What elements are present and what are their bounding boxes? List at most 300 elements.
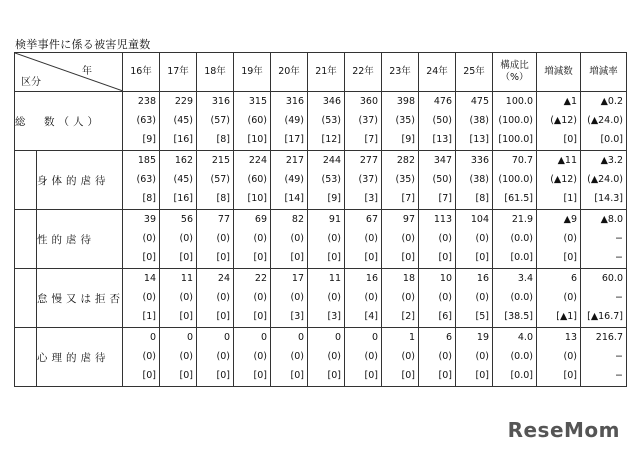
column-header: 22年	[345, 53, 382, 92]
category-label: 区分	[21, 77, 41, 88]
table-cell	[493, 269, 537, 328]
cell-paren-value: (▲24.0)	[587, 114, 623, 126]
cell-stack	[419, 92, 455, 150]
cell-bracket-value: [100.0]	[498, 134, 533, 146]
cell-stack	[493, 328, 536, 386]
column-header: 16年	[123, 53, 160, 92]
cell-stack	[382, 210, 418, 268]
cell-total: 11	[180, 272, 193, 284]
cell-stack	[456, 328, 492, 386]
cell-stack	[160, 328, 196, 386]
cell-total: 16	[476, 272, 489, 284]
cell-bracket-value: [0.0]	[510, 370, 533, 382]
cell-bracket-value: [0]	[253, 311, 267, 323]
cell-bracket-value: −	[615, 252, 623, 264]
cell-stack	[382, 92, 418, 150]
row-label: 心理的虐待	[37, 328, 123, 387]
table-cell	[234, 269, 271, 328]
cell-total: ▲9	[563, 213, 577, 225]
column-header: 17年	[160, 53, 197, 92]
cell-paren-value: (0)	[438, 232, 452, 244]
column-header: 19年	[234, 53, 271, 92]
cell-total: 360	[359, 95, 378, 107]
header-row	[15, 53, 627, 92]
table-cell	[419, 328, 456, 387]
table-body	[15, 92, 627, 387]
cell-total: 24	[217, 272, 230, 284]
cell-bracket-value: [0]	[563, 134, 577, 146]
table-cell	[345, 92, 382, 151]
table-cell	[123, 92, 160, 151]
cell-paren-value: (37)	[358, 173, 378, 185]
cell-total: 56	[180, 213, 193, 225]
table-cell	[581, 269, 627, 328]
cell-total: 216.7	[595, 331, 623, 343]
cell-paren-value: (100.0)	[498, 173, 533, 185]
cell-paren-value: (▲24.0)	[587, 173, 623, 185]
table-cell	[234, 328, 271, 387]
cell-bracket-value: [14]	[284, 193, 304, 205]
cell-stack	[456, 151, 492, 209]
table-row	[15, 328, 627, 387]
table-cell	[234, 92, 271, 151]
cell-total: 10	[439, 272, 452, 284]
cell-bracket-value: [0]	[253, 252, 267, 264]
cell-bracket-value: [38.5]	[504, 311, 533, 323]
cell-paren-value: (53)	[321, 173, 341, 185]
cell-paren-value: (50)	[432, 114, 452, 126]
table-cell	[382, 210, 419, 269]
cell-total: 282	[396, 154, 415, 166]
cell-bracket-value: [8]	[216, 193, 230, 205]
column-header: 増減数	[537, 53, 581, 92]
cell-stack	[581, 210, 626, 268]
cell-bracket-value: [1]	[563, 193, 577, 205]
cell-paren-value: (0)	[364, 232, 378, 244]
cell-paren-value: (0)	[253, 291, 267, 303]
cell-total: 100.0	[505, 95, 533, 107]
cell-total: 1	[408, 331, 415, 343]
cell-bracket-value: [8]	[475, 193, 489, 205]
cell-bracket-value: [10]	[247, 134, 267, 146]
cell-total: 82	[291, 213, 304, 225]
table-cell	[197, 151, 234, 210]
cell-total: 238	[137, 95, 156, 107]
cell-total: ▲11	[557, 154, 577, 166]
table-cell	[345, 269, 382, 328]
cell-total: 16	[365, 272, 378, 284]
cell-paren-value: (0)	[563, 291, 577, 303]
cell-total: 475	[470, 95, 489, 107]
table-cell	[345, 328, 382, 387]
table-cell	[345, 210, 382, 269]
cell-stack	[234, 92, 270, 150]
cell-paren-value: (0)	[216, 291, 230, 303]
cell-total: ▲1	[563, 95, 577, 107]
cell-total: 77	[217, 213, 230, 225]
cell-paren-value: −	[615, 291, 623, 303]
cell-stack	[160, 269, 196, 327]
cell-paren-value: (▲12)	[550, 173, 577, 185]
cell-total: 70.7	[511, 154, 533, 166]
table-cell	[160, 210, 197, 269]
cell-bracket-value: [0]	[327, 370, 341, 382]
cell-total: 113	[433, 213, 452, 225]
table-cell	[456, 92, 493, 151]
table-cell	[308, 210, 345, 269]
cell-stack	[419, 328, 455, 386]
cell-bracket-value: [7]	[438, 193, 452, 205]
cell-stack	[160, 210, 196, 268]
cell-bracket-value: [0.0]	[600, 134, 623, 146]
table-cell	[456, 269, 493, 328]
cell-bracket-value: [3]	[364, 193, 378, 205]
table-cell	[123, 151, 160, 210]
table-cell	[419, 151, 456, 210]
cell-stack	[493, 269, 536, 327]
column-header: 25年	[456, 53, 493, 92]
cell-paren-value: (0)	[253, 232, 267, 244]
column-header-ratio: 構成比 （%）	[493, 53, 537, 92]
cell-stack	[537, 269, 580, 327]
cell-total: 6	[570, 272, 577, 284]
cell-stack	[537, 151, 580, 209]
cell-stack	[345, 92, 381, 150]
cell-total: 315	[248, 95, 267, 107]
cell-bracket-value: [0]	[253, 370, 267, 382]
cell-stack	[308, 92, 344, 150]
cell-total: 217	[285, 154, 304, 166]
cell-stack	[271, 151, 307, 209]
cell-stack	[382, 151, 418, 209]
table-cell	[419, 210, 456, 269]
cell-bracket-value: [0]	[438, 252, 452, 264]
cell-stack	[123, 151, 159, 209]
cell-total: 69	[254, 213, 267, 225]
cell-stack	[123, 92, 159, 150]
cell-stack	[271, 92, 307, 150]
cell-stack	[234, 210, 270, 268]
cell-bracket-value: [0]	[142, 252, 156, 264]
cell-bracket-value: [0]	[216, 311, 230, 323]
cell-stack	[197, 92, 233, 150]
column-header: 23年	[382, 53, 419, 92]
column-header: 20年	[271, 53, 308, 92]
cell-paren-value: (0)	[142, 232, 156, 244]
cell-stack	[537, 328, 580, 386]
cell-stack	[197, 210, 233, 268]
cell-paren-value: (0)	[179, 350, 193, 362]
cell-stack	[160, 151, 196, 209]
cell-total: 91	[328, 213, 341, 225]
table-cell	[581, 92, 627, 151]
cell-stack	[234, 269, 270, 327]
cell-total: 22	[254, 272, 267, 284]
cell-bracket-value: [7]	[401, 193, 415, 205]
cell-bracket-value: [9]	[327, 193, 341, 205]
cell-total: 244	[322, 154, 341, 166]
cell-bracket-value: [2]	[401, 311, 415, 323]
table-cell	[493, 92, 537, 151]
table-cell	[537, 151, 581, 210]
cell-paren-value: (0)	[142, 350, 156, 362]
cell-stack	[537, 210, 580, 268]
row-label: 性的虐待	[37, 210, 123, 269]
cell-bracket-value: [9]	[401, 134, 415, 146]
cell-total: 0	[297, 331, 304, 343]
table-cell	[160, 269, 197, 328]
cell-paren-value: (57)	[210, 114, 230, 126]
cell-paren-value: (49)	[284, 173, 304, 185]
cell-paren-value: (53)	[321, 114, 341, 126]
table-cell	[123, 269, 160, 328]
cell-stack	[197, 269, 233, 327]
row-label: 総 数（人）	[15, 92, 123, 151]
cell-total: 97	[402, 213, 415, 225]
column-header: 18年	[197, 53, 234, 92]
cell-total: 224	[248, 154, 267, 166]
cell-paren-value: −	[615, 350, 623, 362]
table-cell	[197, 269, 234, 328]
table-cell	[419, 92, 456, 151]
table-cell	[345, 151, 382, 210]
cell-stack	[308, 151, 344, 209]
table-cell	[581, 328, 627, 387]
table-cell	[308, 151, 345, 210]
table-cell	[382, 328, 419, 387]
table-cell	[123, 328, 160, 387]
cell-bracket-value: [16]	[173, 193, 193, 205]
cell-total: 0	[223, 331, 230, 343]
table-row	[15, 269, 627, 328]
cell-stack	[197, 151, 233, 209]
cell-paren-value: (0)	[475, 350, 489, 362]
table-cell	[197, 328, 234, 387]
cell-paren-value: (37)	[358, 114, 378, 126]
cell-total: ▲3.2	[600, 154, 623, 166]
table-cell	[382, 269, 419, 328]
table-cell	[537, 328, 581, 387]
table-cell	[456, 151, 493, 210]
table-cell	[581, 151, 627, 210]
table-cell	[382, 92, 419, 151]
cell-paren-value: (45)	[173, 173, 193, 185]
table-cell	[160, 328, 197, 387]
cell-bracket-value: [0]	[290, 370, 304, 382]
cell-bracket-value: [6]	[438, 311, 452, 323]
cell-bracket-value: [9]	[142, 134, 156, 146]
cell-stack	[234, 151, 270, 209]
cell-total: ▲8.0	[600, 213, 623, 225]
cell-paren-value: (0)	[290, 350, 304, 362]
cell-paren-value: (38)	[469, 114, 489, 126]
cell-paren-value: (35)	[395, 114, 415, 126]
cell-total: ▲0.2	[600, 95, 623, 107]
row-label: 身体的虐待	[37, 151, 123, 210]
cell-total: 3.4	[517, 272, 533, 284]
cell-paren-value: (0.0)	[510, 350, 533, 362]
cell-bracket-value: [14.3]	[594, 193, 623, 205]
table-cell	[308, 328, 345, 387]
cell-total: 398	[396, 95, 415, 107]
cell-total: 0	[186, 331, 193, 343]
cell-stack	[581, 269, 626, 327]
cell-total: 21.9	[511, 213, 533, 225]
cell-total: 277	[359, 154, 378, 166]
cell-paren-value: (0)	[142, 291, 156, 303]
cell-bracket-value: [▲1]	[556, 311, 577, 323]
cell-stack	[382, 269, 418, 327]
table-cell	[271, 151, 308, 210]
cell-bracket-value: [61.5]	[504, 193, 533, 205]
cell-paren-value: (0)	[327, 291, 341, 303]
cell-paren-value: (0)	[563, 232, 577, 244]
table-cell	[234, 151, 271, 210]
cell-stack	[308, 269, 344, 327]
cell-stack	[419, 269, 455, 327]
cell-bracket-value: [0]	[401, 252, 415, 264]
table-cell	[271, 92, 308, 151]
cell-stack	[345, 210, 381, 268]
cell-bracket-value: [0.0]	[510, 252, 533, 264]
cell-paren-value: (0)	[475, 291, 489, 303]
cell-stack	[493, 151, 536, 209]
table-cell	[456, 210, 493, 269]
cell-stack	[345, 269, 381, 327]
cell-bracket-value: [8]	[142, 193, 156, 205]
cell-paren-value: (0.0)	[510, 291, 533, 303]
cell-paren-value: (0)	[438, 291, 452, 303]
cell-bracket-value: [▲16.7]	[587, 311, 623, 323]
cell-total: 476	[433, 95, 452, 107]
cell-paren-value: (0)	[179, 291, 193, 303]
cell-paren-value: (0)	[290, 232, 304, 244]
cell-paren-value: (0)	[563, 350, 577, 362]
cell-bracket-value: [3]	[327, 311, 341, 323]
cell-paren-value: (0)	[364, 291, 378, 303]
watermark-text: ReseMom	[507, 418, 620, 442]
cell-bracket-value: [13]	[432, 134, 452, 146]
cell-stack	[123, 328, 159, 386]
cell-total: 215	[211, 154, 230, 166]
cell-total: 0	[149, 331, 156, 343]
cell-paren-value: −	[615, 232, 623, 244]
cell-bracket-value: [0]	[401, 370, 415, 382]
cell-total: 185	[137, 154, 156, 166]
cell-total: 60.0	[601, 272, 623, 284]
cell-total: 0	[334, 331, 341, 343]
cell-bracket-value: [4]	[364, 311, 378, 323]
cell-stack	[271, 210, 307, 268]
table-cell	[271, 328, 308, 387]
table-cell	[581, 210, 627, 269]
table-cell	[493, 151, 537, 210]
cell-stack	[456, 210, 492, 268]
cell-stack	[160, 92, 196, 150]
cell-total: 6	[445, 331, 452, 343]
cell-bracket-value: [0]	[364, 252, 378, 264]
victims-table	[14, 52, 627, 387]
cell-bracket-value: [1]	[142, 311, 156, 323]
cell-total: 17	[291, 272, 304, 284]
cell-bracket-value: [0]	[563, 370, 577, 382]
cell-total: 18	[402, 272, 415, 284]
cell-bracket-value: [0]	[179, 311, 193, 323]
indent-spacer	[15, 328, 37, 387]
table-cell	[308, 269, 345, 328]
cell-stack	[271, 269, 307, 327]
cell-total: 229	[174, 95, 193, 107]
cell-stack	[123, 210, 159, 268]
cell-total: 104	[470, 213, 489, 225]
cell-paren-value: (49)	[284, 114, 304, 126]
table-title: 検挙事件に係る被害児童数	[15, 38, 151, 51]
cell-paren-value: (0)	[253, 350, 267, 362]
cell-total: 67	[365, 213, 378, 225]
table-cell	[456, 328, 493, 387]
cell-total: 14	[143, 272, 156, 284]
indent-spacer	[15, 269, 37, 328]
cell-paren-value: (0.0)	[510, 232, 533, 244]
cell-paren-value: (60)	[247, 173, 267, 185]
cell-total: 316	[211, 95, 230, 107]
cell-stack	[345, 151, 381, 209]
cell-stack	[123, 269, 159, 327]
row-label: 怠慢又は拒否	[37, 269, 123, 328]
cell-bracket-value: [0]	[179, 252, 193, 264]
indent-spacer	[15, 151, 37, 210]
table-cell	[234, 210, 271, 269]
table-cell	[493, 328, 537, 387]
cell-bracket-value: [0]	[364, 370, 378, 382]
cell-paren-value: (35)	[395, 173, 415, 185]
indent-spacer	[15, 210, 37, 269]
cell-paren-value: (0)	[327, 350, 341, 362]
cell-bracket-value: [0]	[216, 370, 230, 382]
cell-bracket-value: −	[615, 370, 623, 382]
cell-stack	[493, 210, 536, 268]
header-corner	[15, 53, 123, 92]
cell-stack	[581, 92, 626, 150]
cell-bracket-value: [17]	[284, 134, 304, 146]
cell-bracket-value: [0]	[179, 370, 193, 382]
cell-bracket-value: [0]	[216, 252, 230, 264]
cell-bracket-value: [0]	[438, 370, 452, 382]
table-cell	[537, 210, 581, 269]
cell-paren-value: (60)	[247, 114, 267, 126]
table-cell	[419, 269, 456, 328]
cell-stack	[345, 328, 381, 386]
cell-total: 0	[260, 331, 267, 343]
table-cell	[537, 269, 581, 328]
cell-stack	[419, 210, 455, 268]
cell-stack	[581, 328, 626, 386]
cell-paren-value: (0)	[475, 232, 489, 244]
cell-paren-value: (0)	[401, 291, 415, 303]
year-label: 年	[82, 66, 92, 77]
table-row	[15, 151, 627, 210]
cell-paren-value: (0)	[364, 350, 378, 362]
cell-paren-value: (0)	[216, 232, 230, 244]
cell-stack	[493, 92, 536, 150]
cell-paren-value: (0)	[401, 350, 415, 362]
table-cell	[123, 210, 160, 269]
cell-paren-value: (57)	[210, 173, 230, 185]
table-cell	[537, 92, 581, 151]
cell-stack	[234, 328, 270, 386]
cell-total: 39	[143, 213, 156, 225]
column-header: 24年	[419, 53, 456, 92]
